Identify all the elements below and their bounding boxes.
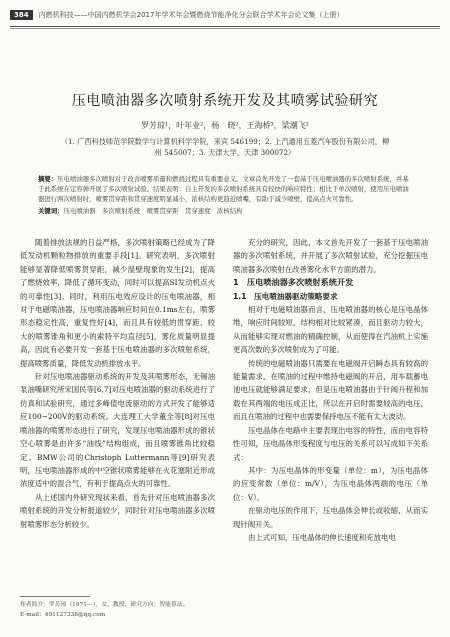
subsection-heading: 1.1 压电喷油器驱动策略要求 <box>233 291 338 301</box>
affiliations: （1. 广西科技师范学院数学与计算机科学学院，来宾 546199；2. 上汽通用五菱汽车股份有限公司，柳州 545007；3. 天津大学，天津 300072） <box>60 137 390 157</box>
body-paragraph: 传统的电磁喷油器只需要在电磁阀开启瞬态具有较高的能量需求，在喷油的过程中维持电磁阀的开启，用车载蓄电池电压就能够满足要求，但是压电喷油器由于针阀升程和加载在其两端的电压成正比，所以在开启时需要较高的电压，而且在喷油的过程中也需要保持电压不能有太大波动。 <box>233 358 428 422</box>
running-title: 内燃机科技——中国内燃机学会2017年学术年会暨燃烧节能净化分会联合学术年会论文集（上册） <box>38 11 344 19</box>
footnote <box>20 600 220 620</box>
keywords-text: 压电喷油器 多次喷射系统 喷雾贯穿距 贯穿速度 浓核结构 <box>63 207 243 215</box>
keywords <box>38 206 412 216</box>
body-paragraph: 由上式可知，压电晶体的伸长速度和充放电电 <box>248 532 396 542</box>
paper-title: 压电喷油器多次喷射系统开发及其喷雾试验研究 <box>71 93 379 109</box>
header-rule <box>10 28 440 29</box>
left-column <box>20 236 215 531</box>
abstract-label: 摘要： <box>38 175 58 183</box>
body-paragraph: 随着排放法规的日益严格，多次喷射策略已经成为了降低发动机颗粒物排放的重要手段[1]。研究表明，多次喷射能够显著降低喷雾贯穿距，减少湿壁现象的发生[2]，提高了燃烧效率，降低了循环变动，同时可以提高SI发动机点火的可靠性[3]。同时，利用压电效应设计的压电喷油器，相对于电磁喷油器，压电喷油器响应时间在0.1ms左右，喷雾形态稳定性高，重复性好[4]，而且具有较低的贯穿距、较大的喷雾锥角和更小的索特平均直径[5]，雾化质量明显提高，因此有必要开发一套基于压电喷油器的多次喷射系统，提高喷雾质量，降低发动机排放水平。 <box>20 238 215 368</box>
abstract-block <box>38 174 412 216</box>
running-header <box>10 4 440 27</box>
keywords-label: 关键词： <box>38 207 64 215</box>
section-heading: 1 压电喷油器多次喷射系统开发 <box>233 277 354 288</box>
abstract <box>38 174 412 204</box>
body-paragraph: 在驱动电压的作用下，压电晶体会伸长或收缩，从而实现针阀开关。 <box>233 506 428 529</box>
footnote-rule <box>20 596 90 597</box>
body-paragraph: 从上述国内外研究现状来看，首先针对压电喷油器多次喷射系统的开发分析报道较少，同时针对压电喷油器多次喷射喷雾形态分析较少。 <box>20 492 215 529</box>
right-column <box>233 236 428 544</box>
author-list: 罗芳琼¹，叶年业²，杨 晓²，王海桥³，梁潮飞² <box>140 121 310 130</box>
body-paragraph: 充分的研究，因此，本文首先开发了一套基于压电喷油器的多次喷射系统，并开展了多次喷射试验，充分挖掘压电喷油器多次喷射在改善雾化水平方面的潜力。 <box>233 238 428 274</box>
page-number: 384 <box>10 10 33 20</box>
abstract-text: 压电喷油器多次喷射对于改善喷雾质量和燃烧过程具有重要意义。文章首先开发了一套基于压电喷油器的多次喷射系统，并基于此系统在定容弹开展了多次喷射试验。结果表明：自主开发的多次喷射系统具有较快的响应特性；相比于单次喷射，使用压电喷油器进行两次喷射时，喷雾贯穿距和贯穿速度明显减小，浓核结构更趋近喷嘴，有助于减少喷壁，提高点火可靠性。 <box>38 175 409 203</box>
body-paragraph: 针对压电喷油器驱动系统的开发及其喷雾形态，无锡油泵油嘴研究所宋国民等[6,7]对压电喷油器的驱动系统进行了仿真和试验研究，通过多峰值电流驱动的方式开发了能够适应100~200V的驱动系统。大连理工大学董全等[8]对压电喷油器的喷雾形态进行了研究，发现压电喷油器形成的锥状空心喷雾是由许多“油线”结构组成，而且喷雾锥角比较稳定。BMW公司的Christoph Luttermann等[9]研究表明，压电喷油器形成的中空锥状喷雾能够在火花塞附近形成浓度适中的混合气，有利于提高点火的可靠性。 <box>20 372 215 489</box>
author-bio: 作者简介：罗芳琼（1971—），女，教授，研究方向：智能算法。 <box>20 602 189 608</box>
body-paragraph: 相对于电磁喷油器而言，压电喷油器的核心是压电晶体堆，响应时间较短，结构相对比较紧凑，而且驱动力较大，从而能够实现对燃油的精确控制，从而使得在汽油机上实施更高次数的多次喷射成为了可能。 <box>233 305 428 355</box>
body-paragraph: 其中：为压电晶体的形变量（单位：m），为压电晶体的应变常数（单位：m/V），为压电晶体两端的电压（单位：V）。 <box>233 465 428 502</box>
author-email: E-mail：491127338@qq.com <box>20 612 106 618</box>
body-paragraph: 压电晶体在电路中主要表现出电容的特性，而由电容特性可知，压电晶体形变程度与电压的关系可以写成如下关系式： <box>233 425 428 462</box>
